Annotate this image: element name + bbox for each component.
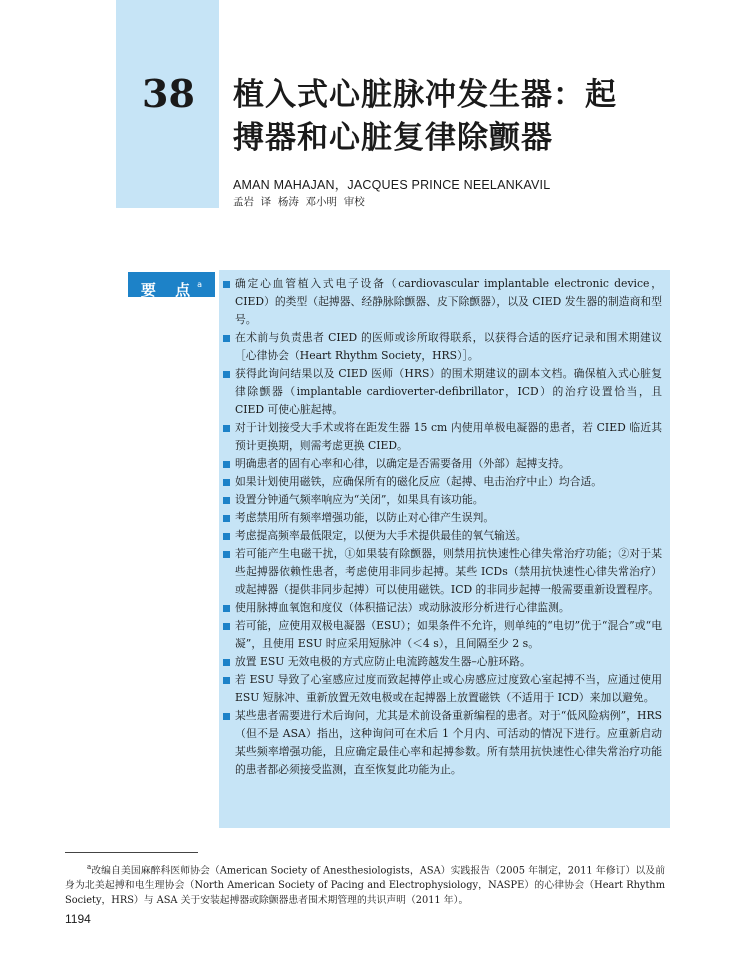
key-point-item [222, 455, 662, 473]
key-point-item [222, 599, 662, 617]
footnote-marker: a [87, 863, 92, 871]
key-point-text: 若 ESU 导致了心室感应过度而致起搏停止或心房感应过度致心室起搏不当，应通过使用 ESU 短脉冲、重新放置无效电极或在起搏器上放置磁铁（不适用于 ICD）来加以避免。 [235, 673, 662, 704]
footnote-divider [65, 852, 198, 853]
key-point-text: 若可能，应使用双极电凝器（ESU）；如果条件不允许，则单纯的“电切”优于“混合”或“电凝”，且使用 ESU 时应采用短脉冲（＜4 s），且间隔至少 2 s。 [235, 619, 662, 650]
key-point-text: 在术前与负责患者 CIED 的医师或诊所取得联系，以获得合适的医疗记录和围术期建议［心律协会（Heart Rhythm Society，HRS）］。 [235, 331, 662, 362]
chapter-title-line-2: 搏器和心脏复律除颤器 [233, 120, 553, 156]
authors: AMAN MAHAJAN，JACQUES PRINCE NEELANKAVIL [233, 178, 551, 192]
square-bullet-icon [223, 551, 230, 558]
key-points-label [128, 272, 215, 297]
key-point-text: 对于计划接受大手术或将在距发生器 15 cm 内使用单极电凝器的患者，若 CIED 临近其预计更换期，则需考虑更换 CIED。 [235, 421, 662, 452]
key-point-item [222, 671, 662, 707]
key-point-text: 某些患者需要进行术后询问，尤其是术前设备重新编程的患者。对于“低风险病例”，HRS（但不是 ASA）指出，这种询问可在术后 1 个月内、可活动的情况下进行。应重新启动某些频率增强功能，且应确定最佳心率和起搏参数。所有禁用抗快速性心律失常治疗功能的患者都必须接受监测，直至恢复此功能为止。 [235, 709, 662, 776]
square-bullet-icon [223, 281, 230, 288]
key-points-footnote-marker: a [197, 280, 203, 289]
chapter-title [233, 74, 703, 160]
key-point-item [222, 545, 662, 599]
key-point-item [222, 509, 662, 527]
key-point-text: 确定心血管植入式电子设备（cardiovascular implantable electronic device，CIED）的类型（起搏器、经静脉除颤器、皮下除颤器），以及 CIED 发生器的制造商和型号。 [235, 277, 662, 326]
key-point-item [222, 653, 662, 671]
key-point-item [222, 491, 662, 509]
key-point-item [222, 617, 662, 653]
key-point-text: 考虑提高频率最低限定，以便为大手术提供最佳的氧气输送。 [235, 529, 527, 542]
key-point-item [222, 473, 662, 491]
key-point-text: 放置 ESU 无效电极的方式应防止电流跨越发生器–心脏环路。 [235, 655, 531, 668]
key-points-list [222, 275, 662, 779]
square-bullet-icon [223, 335, 230, 342]
key-point-text: 使用脉搏血氧饱和度仪（体积描记法）或动脉波形分析进行心律监测。 [235, 601, 570, 614]
translators: 孟岩 译 杨涛 邓小明 审校 [233, 196, 365, 208]
square-bullet-icon [223, 677, 230, 684]
key-point-text: 考虑禁用所有频率增强功能，以防止对心律产生误判。 [235, 511, 495, 524]
square-bullet-icon [223, 479, 230, 486]
square-bullet-icon [223, 623, 230, 630]
key-point-item [222, 527, 662, 545]
chapter-title-line-1: 植入式心脏脉冲发生器：起 [233, 77, 617, 113]
key-point-text: 设置分钟通气频率响应为“关闭”，如果具有该功能。 [235, 493, 484, 506]
page-number: 1194 [65, 912, 91, 926]
chapter-number: 38 [142, 71, 195, 116]
square-bullet-icon [223, 713, 230, 720]
key-point-item [222, 365, 662, 419]
key-points-label-text: 要 点 [140, 281, 198, 299]
key-point-item [222, 275, 662, 329]
square-bullet-icon [223, 605, 230, 612]
square-bullet-icon [223, 425, 230, 432]
key-point-text: 如果计划使用磁铁，应确保所有的磁化反应（起搏、电击治疗中止）均合适。 [235, 475, 603, 488]
square-bullet-icon [223, 533, 230, 540]
square-bullet-icon [223, 461, 230, 468]
key-point-text: 明确患者的固有心率和心律，以确定是否需要备用（外部）起搏支持。 [235, 457, 570, 470]
key-point-item [222, 707, 662, 779]
square-bullet-icon [223, 659, 230, 666]
footnote [65, 860, 665, 908]
square-bullet-icon [223, 515, 230, 522]
key-point-item [222, 329, 662, 365]
footnote-text: 改编自美国麻醉科医师协会（American Society of Anesthesiologists，ASA）实践报告（2005 年制定，2011 年修订）以及前身为北美起搏和电生理协会（North American Society of Pacing and Electrophysiology，NASPE）的心律协会（Heart Rhythm Society，HRS）与 ASA 关于安装起搏器或除颤器患者围术期管理的共识声明（2011 年）。 [65, 865, 665, 907]
key-point-item [222, 419, 662, 455]
square-bullet-icon [223, 371, 230, 378]
key-point-text: 若可能产生电磁干扰，①如果装有除颤器，则禁用抗快速性心律失常治疗功能；②对于某些起搏器依赖性患者，考虑使用非同步起搏。某些 ICDs（禁用抗快速性心律失常治疗）或起搏器（提供非同步起搏）可以使用磁铁。ICD 的非同步起搏一般需要重新设置程序。 [235, 547, 662, 596]
key-point-text: 获得此询问结果以及 CIED 医师（HRS）的围术期建议的副本文档。确保植入式心脏复律除颤器（implantable cardioverter-defibrillator，ICD）的治疗设置恰当，且 CIED 可使心脏起搏。 [235, 367, 662, 416]
square-bullet-icon [223, 497, 230, 504]
